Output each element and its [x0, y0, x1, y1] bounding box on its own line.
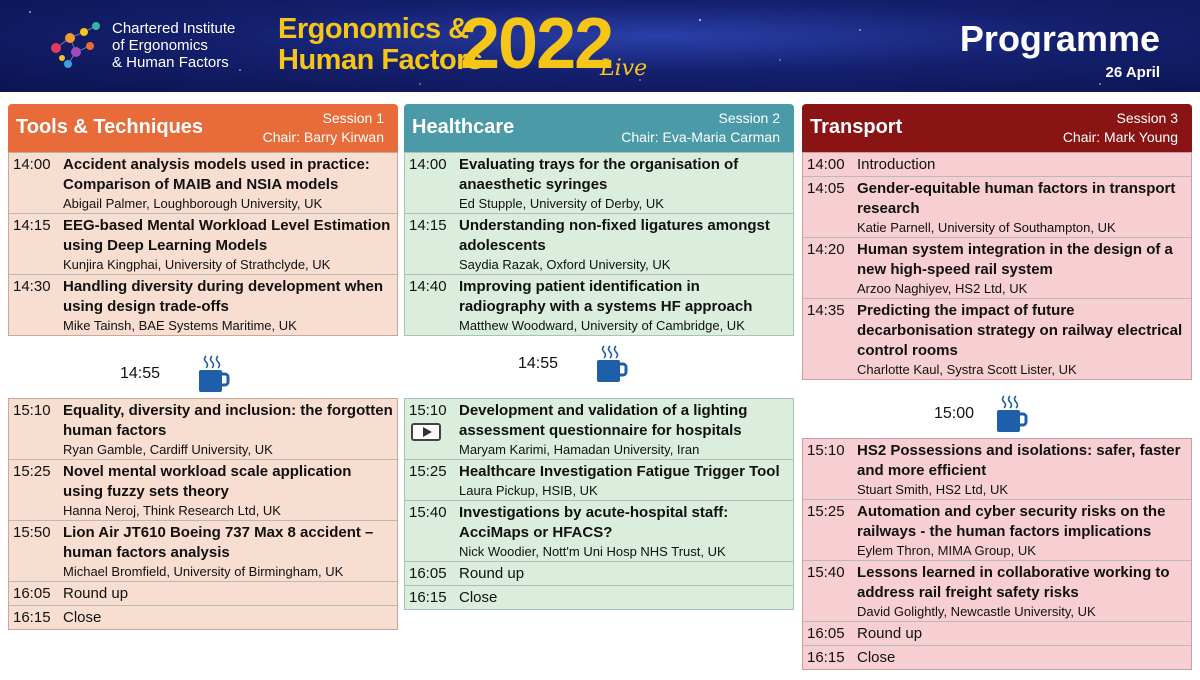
talk-title: HS2 Possessions and isolations: safer, faster and more efficient: [857, 442, 1181, 479]
org-name: [112, 20, 235, 71]
session-chair: Chair: Eva-Maria Carman: [621, 129, 780, 145]
session-number: Session 3: [1116, 110, 1178, 126]
conference-live: Live: [600, 56, 648, 81]
programme-title: Programme: [959, 18, 1160, 59]
talk-time: 14:05: [807, 180, 845, 197]
talk-item: [803, 499, 1191, 560]
talk-block-after-break: [404, 398, 794, 610]
talk-title: Improving patient identification in radiography with a systems HF approach: [459, 278, 753, 315]
org-line: of Ergonomics: [112, 37, 208, 54]
talk-title: Close: [63, 609, 102, 626]
talk-block-before-break: [404, 152, 794, 336]
break-time: 15:00: [934, 405, 975, 422]
talk-item: [803, 560, 1191, 621]
session-column-healthcare: [404, 104, 794, 606]
talk-author: Kunjira Kingphai, University of Strathclyde, UK: [63, 257, 331, 272]
talk-time: 14:15: [409, 217, 447, 234]
header-banner: [0, 0, 1200, 92]
talk-time: 16:05: [409, 565, 447, 582]
conference-title: [278, 14, 483, 76]
talk-time: 15:40: [807, 564, 845, 581]
talk-title: Automation and cyber security risks on the railways - the human factors implications: [857, 503, 1166, 540]
talk-item: [9, 153, 397, 213]
talk-item: [803, 176, 1191, 237]
talk-title: Understanding non-fixed ligatures amongst adolescents: [459, 217, 770, 254]
talk-item: [9, 605, 397, 629]
talk-time: 16:15: [13, 609, 51, 626]
talk-time: 14:00: [409, 156, 447, 173]
break-time: 14:55: [120, 365, 161, 382]
talk-time: 14:30: [13, 278, 51, 295]
talk-time: 14:15: [13, 217, 51, 234]
talk-title: Handling diversity during development when using design trade-offs: [63, 278, 384, 315]
talk-author: Nick Woodier, Nott'm Uni Hosp NHS Trust, UK: [459, 544, 726, 559]
talk-item: [405, 500, 793, 561]
talk-time: 15:40: [409, 504, 447, 521]
session-chair: Chair: Barry Kirwan: [262, 129, 384, 145]
talk-time: 14:00: [807, 156, 845, 173]
session-number: Session 1: [322, 110, 384, 126]
coffee-mug-icon: [994, 394, 1028, 434]
talk-title: Close: [459, 589, 498, 606]
talk-block-after-break: [8, 398, 398, 630]
talk-author: Katie Parnell, University of Southampton, UK: [857, 220, 1116, 235]
talk-title: Round up: [63, 585, 129, 602]
talk-author: Mike Tainsh, BAE Systems Maritime, UK: [63, 318, 297, 333]
talk-item: [9, 581, 397, 605]
talk-item: [405, 153, 793, 213]
talk-item: [405, 213, 793, 274]
talk-author: Matthew Woodward, University of Cambridge, UK: [459, 318, 745, 333]
session-header: [404, 104, 794, 152]
talk-title: Novel mental workload scale application using fuzzy sets theory: [63, 463, 352, 500]
ciehf-logo-icon: [46, 18, 108, 72]
coffee-mug-icon: [594, 344, 628, 384]
talk-time: 15:10: [807, 442, 845, 459]
talk-time: 15:10: [409, 402, 447, 419]
talk-item: [9, 399, 397, 459]
talk-item: [803, 439, 1191, 499]
talk-title: Lion Air JT610 Boeing 737 Max 8 accident – human factors analysis: [63, 524, 374, 561]
talk-item: [405, 399, 793, 459]
org-line: Chartered Institute: [112, 20, 236, 37]
session-chair: Chair: Mark Young: [1062, 129, 1178, 145]
talk-title: Lessons learned in collaborative working to address rail freight safety risks: [857, 564, 1170, 601]
session-name: Tools & Techniques: [16, 116, 204, 138]
talk-title: Evaluating trays for the organisation of anaesthetic syringes: [459, 156, 739, 193]
talk-item: [803, 645, 1191, 669]
talk-title: Equality, diversity and inclusion: the forgotten human factors: [63, 402, 393, 439]
talk-author: Ryan Gamble, Cardiff University, UK: [63, 442, 273, 457]
talk-title: Investigations by acute-hospital staff: AcciMaps or HFACS?: [459, 504, 729, 541]
talk-time: 16:15: [807, 649, 845, 666]
talk-author: Laura Pickup, HSIB, UK: [459, 483, 598, 498]
session-name: Healthcare: [412, 116, 515, 138]
talk-author: Stuart Smith, HS2 Ltd, UK: [857, 482, 1009, 497]
talk-author: Maryam Karimi, Hamadan University, Iran: [459, 442, 700, 457]
talk-author: David Golightly, Newcastle University, UK: [857, 604, 1096, 619]
talk-title: Healthcare Investigation Fatigue Trigger Tool: [459, 463, 780, 480]
coffee-break: [120, 354, 230, 394]
talk-item: [803, 237, 1191, 298]
talk-time: 15:50: [13, 524, 51, 541]
talk-author: Eylem Thron, MIMA Group, UK: [857, 543, 1036, 558]
talk-title: Introduction: [857, 156, 936, 173]
talk-block-before-break: [802, 152, 1192, 380]
talk-author: Arzoo Naghiyev, HS2 Ltd, UK: [857, 281, 1028, 296]
talk-block-after-break: [802, 438, 1192, 670]
talk-time: 15:25: [13, 463, 51, 480]
talk-author: Saydia Razak, Oxford University, UK: [459, 257, 671, 272]
talk-item: [9, 274, 397, 335]
session-number: Session 2: [718, 110, 780, 126]
org-line: & Human Factors: [112, 54, 229, 71]
conference-title-line2: Human Factors: [278, 44, 483, 76]
talk-title: Close: [857, 649, 896, 666]
talk-time: 16:05: [807, 625, 845, 642]
session-name: Transport: [810, 116, 903, 138]
conference-year: 2022: [460, 4, 613, 84]
conference-title-line1: Ergonomics &: [278, 13, 469, 45]
talk-time: 14:20: [807, 241, 845, 258]
talk-time: 15:25: [409, 463, 447, 480]
talk-item: [405, 585, 793, 609]
talk-author: Charlotte Kaul, Systra Scott Lister, UK: [857, 362, 1077, 377]
coffee-break: [518, 344, 628, 384]
break-time: 14:55: [518, 355, 559, 372]
talk-block-before-break: [8, 152, 398, 336]
talk-author: Hanna Neroj, Think Research Ltd, UK: [63, 503, 281, 518]
talk-time: 16:15: [409, 589, 447, 606]
coffee-break: [934, 394, 1028, 434]
talk-item: [405, 459, 793, 500]
video-play-icon[interactable]: [411, 423, 441, 441]
talk-title: Round up: [459, 565, 525, 582]
talk-time: 15:10: [13, 402, 51, 419]
talk-title: Round up: [857, 625, 923, 642]
talk-item: [9, 459, 397, 520]
talk-author: Ed Stupple, University of Derby, UK: [459, 196, 664, 211]
coffee-mug-icon: [196, 354, 230, 394]
session-column-tools: [8, 104, 398, 626]
talk-title: Accident analysis models used in practice: Comparison of MAIB and NSIA models: [63, 156, 370, 193]
talk-time: 14:40: [409, 278, 447, 295]
talk-title: Human system integration in the design of a new high-speed rail system: [857, 241, 1173, 278]
talk-item: [803, 153, 1191, 176]
talk-item: [9, 213, 397, 274]
talk-item: [803, 298, 1191, 379]
talk-item: [405, 274, 793, 335]
talk-author: Michael Bromfield, University of Birmingham, UK: [63, 564, 344, 579]
talk-time: 14:35: [807, 302, 845, 319]
session-header: [8, 104, 398, 152]
talk-title: Development and validation of a lighting assessment questionnaire for hospitals: [459, 402, 748, 439]
talk-time: 16:05: [13, 585, 51, 602]
session-header: [802, 104, 1192, 152]
talk-item: [803, 621, 1191, 645]
talk-item: [9, 520, 397, 581]
talk-title: EEG-based Mental Workload Level Estimation using Deep Learning Models: [63, 217, 391, 254]
talk-time: 15:25: [807, 503, 845, 520]
session-column-transport: [802, 104, 1192, 666]
programme-date: 26 April: [1105, 64, 1160, 81]
talk-title: Predicting the impact of future decarbonisation strategy on railway electrical control rooms: [857, 302, 1183, 359]
talk-time: 14:00: [13, 156, 51, 173]
talk-item: [405, 561, 793, 585]
talk-author: Abigail Palmer, Loughborough University, UK: [63, 196, 323, 211]
talk-title: Gender-equitable human factors in transport research: [857, 180, 1176, 217]
